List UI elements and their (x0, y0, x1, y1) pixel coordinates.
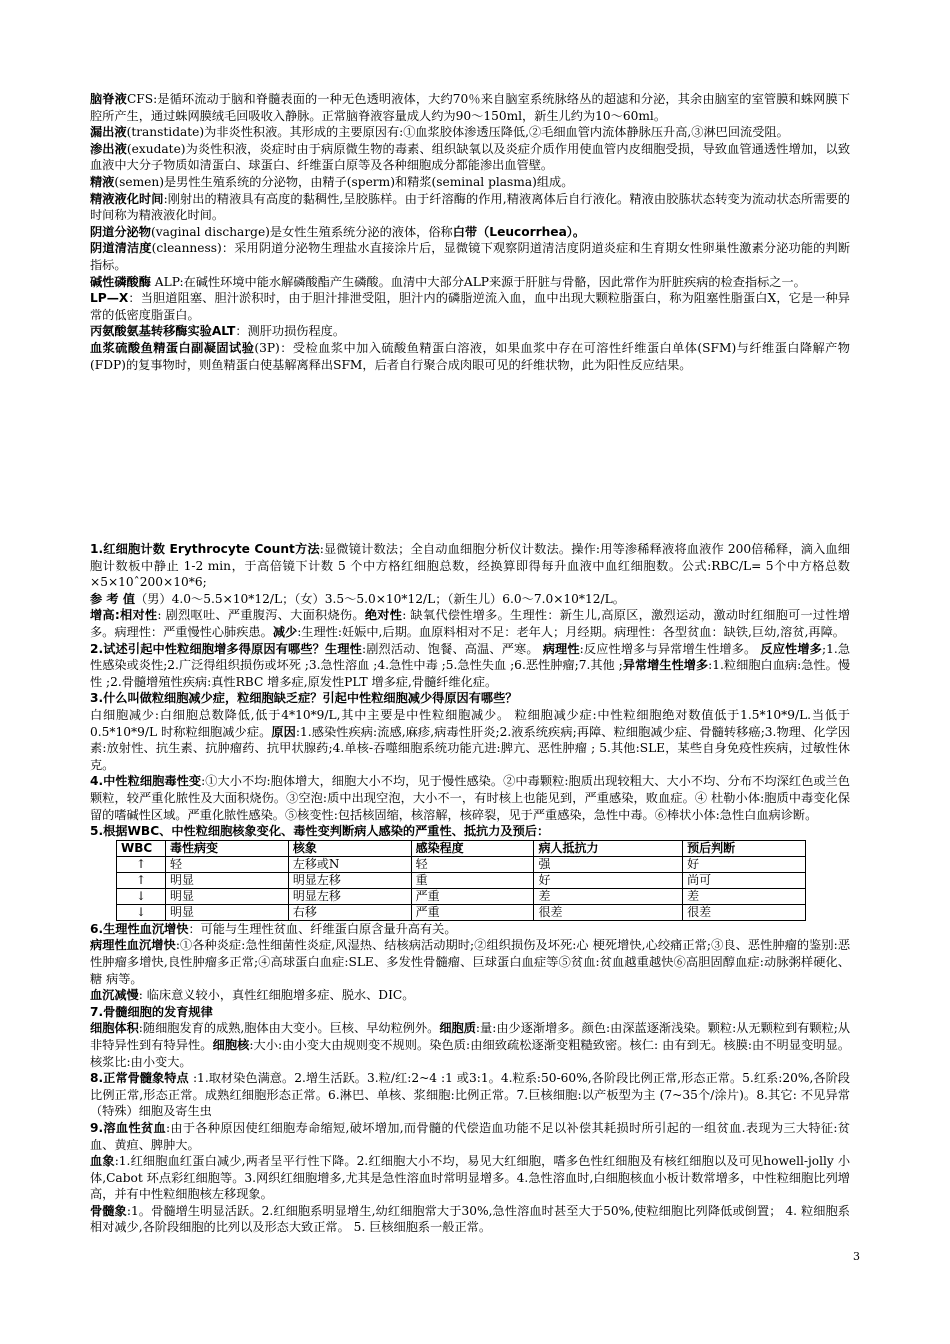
table-cell: 明显左移 (288, 888, 411, 904)
table-cell: 强 (534, 856, 683, 872)
paragraph-cleanness: 阴道清洁度(cleanness)：采用阴道分泌物生理盐水直接涂片后，显微镜下观察阴道清洁度阴道炎症和生育期女性卵巢性激素分泌功能的判断指标。 (90, 241, 851, 272)
paragraph-alp: 碱性磷酸酶 ALP:在碱性环境中能水解磷酸酯产生磷酸。血清中大部分ALP来源于肝脏与骨骼，因此常作为肝脏疾病的检查指标之一。 (90, 274, 806, 289)
page-number: 3 (853, 1250, 860, 1263)
prognosis-table (116, 840, 806, 921)
table-header: WBC (117, 840, 166, 856)
table-cell: 很差 (534, 904, 683, 920)
q9-hemolytic: 9.溶血性贫血:由于各种原因使红细胞寿命缩短,破坏增加,而骨髓的代偿造血功能不足以补偿其耗损时所引起的一组贫血.表现为三大特征:贫血、黄疸、脾肿大。 (90, 1120, 850, 1152)
q9-blood: 血象:1.红细胞血红蛋白减少,两者呈平行性下降。2.红细胞大小不均，易见大红细胞，嗜多色性红细胞及有核红细胞以及可见howell-jolly 小体,Cabot 环点彩红细胞等。3.网织红细胞增多,尤其是急性溶血时常明显增多。4.急性溶血时,白细胞核血小板计数常增多，中性粒细胞比列增高，并有中性粒细胞核左移现象。 (90, 1154, 851, 1202)
paragraph-csf: 脑脊液CFS:是循环流动于脑和脊髓表面的一种无色透明液体，大约70％来自脑室系统脉络丛的超滤和分泌，其余由脑室的室管膜和蛛网膜下腔所产生，通过蛛网膜绒毛回吸收入静脉。正常脑脊液容量成人约为90～150ml，新生儿约为10～60ml。 (90, 92, 850, 123)
paragraph-liquefaction: 精液液化时间:刚射出的精液具有高度的黏稠性,呈胶胨样。由于纤溶酶的作用,精液离体后自行液化。精液由胶胨状态转变为流动状态所需要的时间称为精液液化时间。 (90, 191, 850, 223)
table-header: 预后判断 (683, 840, 806, 856)
table-cell: 轻 (166, 856, 289, 872)
table-cell: ↓ (117, 888, 166, 904)
q3-body: 白细胞减少:白细胞总数降低,低于4*10*9/L,其中主要是中性粒细胞减少。 粒细胞减少症:中性粒细胞绝对数值低于1.5*10*9/L.当低于0.5*10*9/L 时称粒细胞减少症。原因:1.感染性疾病:流感,麻疹,病毒性肝炎;2.液系统疾病;再障、粒细胞减少症、骨髓转移癌;3.物理、化学因素:放射性、抗生素、抗肿瘤药、抗甲状腺药;4.单核-吞噬细胞系统功能亢进:脾亢、恶性肿瘤 ; 5.其他:SLE，某些自身免疫性疾病，过敏性休克。 (90, 708, 851, 772)
paragraph-alt: 丙氨酸氨基转移酶实验ALT：测肝功损伤程度。 (90, 324, 346, 339)
q1-changes: 增高:相对性: 剧烈呕吐、严重腹泻、大面积烧伤。绝对性: 缺氧代偿性增多。生理性：新生儿,高原区，激烈运动，激动时红细胞可一过性增多。病理性：严重慢性心肺疾患。减少:生理性:妊娠中,后期。血原料相对不足：老年人；月经期。病理性：各型贫血：缺铁,巨幼,溶贫,再障。 (90, 608, 851, 640)
q7-body: 细胞体积:随细胞发育的成熟,胞体由大变小。巨核、早幼粒例外。细胞质:量:由少逐渐增多。颜色:由深蓝逐渐浅染。颗粒:从无颗粒到有颗粒;从非特异性到有特异性。细胞核:大小:由小变大由规则变不规则。染色质:由细致疏松逐渐变粗糙致密。核仁: 由有到无。核膜:由不明显变明显。核浆比:由小变大。 (90, 1021, 851, 1069)
q2-neutrophilia: 2.试述引起中性粒细胞增多得原因有哪些？生理性:剧烈活动、饱餐、高温、严寒。 病理性:反应性增多与异常增生性增多。 反应性增多;1.急性感染或炎性;2.广泛得组织损伤或坏死 ;3.急性溶血 ;4.急性中毒 ;5.急性失血 ;6.恶性肿瘤;7.其他 ;异常增生性增多:1.粒细胞白血病:急性。慢性 ;2.骨髓增殖性疾病:真性RBC 增多症,原发性PLT 增多症,骨髓纤维化症。 (90, 641, 851, 689)
term-exudate: 渗出液 (90, 141, 127, 156)
paragraph-semen: 精液(semen)是男性生殖系统的分泌物，由精子(sperm)和精浆(seminal plasma)组成。 (90, 174, 574, 189)
q6-esr: 6.生理性血沉增快：可能与生理性贫血、纤维蛋白原含量升高有关。 (90, 921, 457, 936)
table-cell: 差 (534, 888, 683, 904)
q8-marrow: 8.正常骨髓象特点 :1.取材染色满意。2.增生活跃。3.粒/红:2~4 :1 或3:1。4.粒系:50-60%,各阶段比例正常,形态正常。5.红系:20%,各阶段比例正常,形态正常。成熟红细胞形态正常。6.淋巴、单核、浆细胞:比例正常。7.巨核细胞:以产板型为主 (7~35个/涂片)。8.其它: 不见异常（特殊）细胞及寄生虫 (90, 1071, 850, 1119)
table-cell: 差 (683, 888, 806, 904)
table-header: 核象 (288, 840, 411, 856)
term-alt: 丙氨酸氨基转移酶实验ALT (90, 324, 236, 339)
table-row (117, 856, 806, 872)
table-cell: 左移或N (288, 856, 411, 872)
term-3p: 血浆硫酸鱼精蛋白副凝固试验 (90, 340, 255, 355)
table-cell: ↑ (117, 856, 166, 872)
table-cell: 明显 (166, 904, 289, 920)
table-header: 毒性病变 (166, 840, 289, 856)
table-cell: 明显 (166, 888, 289, 904)
table-cell: 明显左移 (288, 872, 411, 888)
q7-title: 7.骨髓细胞的发育规律 (90, 1004, 213, 1019)
table-row (117, 872, 806, 888)
table-cell: ↑ (117, 872, 166, 888)
term-transudate: 漏出液 (90, 125, 127, 140)
paragraph-transudate: 漏出液(transtidate)为非炎性积液。其形成的主要原因有:①血浆胶体渗透压降低,②毛细血管内流体静脉压升高,③淋巴回流受阻。 (90, 125, 789, 140)
q3-title: 3.什么叫做粒细胞减少症，粒细胞缺乏症？引起中性粒细胞减少得原因有哪些？ (90, 691, 518, 706)
q1-reference: 参 考 值（男）4.0～5.5×10*12/L；（女）3.5～5.0×10*12/L；（新生儿）6.0～7.0×10*12/L。 (90, 591, 625, 606)
paragraph-vaginal: 阴道分泌物(vaginal discharge)是女性生殖系统分泌的液体，俗称白带（Leucorrhea）。 (90, 224, 586, 239)
q4-toxic-changes: 4.中性粒细胞毒性变:①大小不均:胞体增大，细胞大小不均，见于慢性感染。②中毒颗粒:胞质出现较粗大、大小不均、分布不均深红色或兰色颗粒，较严重化脓性及大面积烧伤。③空泡:质中出现空泡，大小不一，有时核上也能见到，严重感染，败血症。④ 杜勒小体:胞质中毒变化保留的嗜碱性区域。严重化脓性感染。⑤核变性:包括核固缩，核溶解，核碎裂，见于严重感染，急性中毒。⑥棒状小体:急性白血病诊断。 (90, 774, 850, 822)
table-header: 病人抵抗力 (534, 840, 683, 856)
term-lpx: LP—X (90, 291, 129, 306)
table-cell: 严重 (411, 904, 534, 920)
table-cell: 右移 (288, 904, 411, 920)
table-row (117, 904, 806, 920)
q5-title: 5.根据WBC、中性粒细胞核象变化、毒性变判断病人感染的严重性、抵抗力及预后： (90, 824, 550, 839)
table-row (117, 888, 806, 904)
paragraph-lpx: LP—X：当胆道阻塞、胆汁淤积时，由于胆汁排泄受阻，胆汁内的磷脂逆流入血，血中出现大颗粒脂蛋白，称为阻塞性脂蛋白Ⅹ，它是一种异常的低密度脂蛋白。 (90, 291, 850, 322)
term-vaginal: 阴道分泌物 (90, 224, 151, 239)
q6-pathological: 病理性血沉增快:①各种炎症:急性细菌性炎症,风湿热、结核病活动期时;②组织损伤及坏死:心 梗死增快,心绞痛正常;③良、恶性肿瘤的鉴别:恶性肿瘤多增快,良性肿瘤多正常;④高球蛋白血症:SLE、多发性骨髓瘤、巨球蛋白血症等⑤贫血:贫血越重越快⑥高胆固醇血症:动脉粥样硬化、糖 病等。 (90, 938, 851, 986)
section-gap (90, 373, 850, 541)
term-liquefaction: 精液液化时间 (90, 191, 164, 206)
q9-marrow: 骨髓象:1。骨髓增生明显活跃。2.红细胞系明显增生,幼红细胞常大于30%,急性溶血时甚至大于50%,使粒细胞比列降低或倒置； 4. 粒细胞系相对减少,各阶段细胞的比列以及形态大致正常。 5. 巨核细胞系一般正常。 (90, 1203, 850, 1235)
term-alp: 碱性磷酸酶 (90, 274, 151, 289)
table-cell: 很差 (683, 904, 806, 920)
questions-section (90, 541, 850, 1236)
table-cell: 好 (683, 856, 806, 872)
table-cell: 尚可 (683, 872, 806, 888)
table-cell: ↓ (117, 904, 166, 920)
table-header: 感染程度 (411, 840, 534, 856)
table-cell: 重 (411, 872, 534, 888)
document-page (90, 91, 850, 1236)
table-header-row (117, 840, 806, 856)
q6-slow: 血沉减慢: 临床意义较小，真性红细胞增多症、脱水、DIC。 (90, 988, 415, 1003)
table-cell: 好 (534, 872, 683, 888)
term-semen: 精液 (90, 174, 115, 189)
paragraph-exudate: 渗出液(exudate)为炎性积液，炎症时由于病原微生物的毒素、组织缺氧以及炎症介质作用使血管内皮细胞受损，导致血管通透性增加，以致血液中大分子物质如清蛋白、球蛋白、纤维蛋白原等及各种细胞成分都能渗出血管壁。 (90, 141, 851, 173)
q1-rbc-count: 1.红细胞计数 Erythrocyte Count方法:显微镜计数法；全自动血细胞分析仪计数法。操作:用等渗稀释液将血液作 200倍稀释，滴入血细胞计数板中静止 1-2 min，于高倍镜下计数 5 个中方格红细胞总数，经换算即得每升血液中血红细胞数。公式:RBC/L= 5个中方格总数×5×10ˆ200×10*6; (90, 542, 850, 590)
term-csf: 脑脊液 (90, 92, 127, 106)
term-cleanness: 阴道清洁度 (90, 241, 152, 256)
table-cell: 严重 (411, 888, 534, 904)
definitions-section (90, 91, 850, 373)
table-cell: 明显 (166, 872, 289, 888)
table-cell: 轻 (411, 856, 534, 872)
paragraph-3p: 血浆硫酸鱼精蛋白副凝固试验(3P)：受检血浆中加入硫酸鱼精蛋白溶液，如果血浆中存在可溶性纤维蛋白单体(SFM)与纤维蛋白降解产物(FDP)的复事物时，则鱼精蛋白使基解离释出SFM，后者自行聚合成肉眼可见的纤维状物，此为阳性反应结果。 (90, 340, 850, 372)
